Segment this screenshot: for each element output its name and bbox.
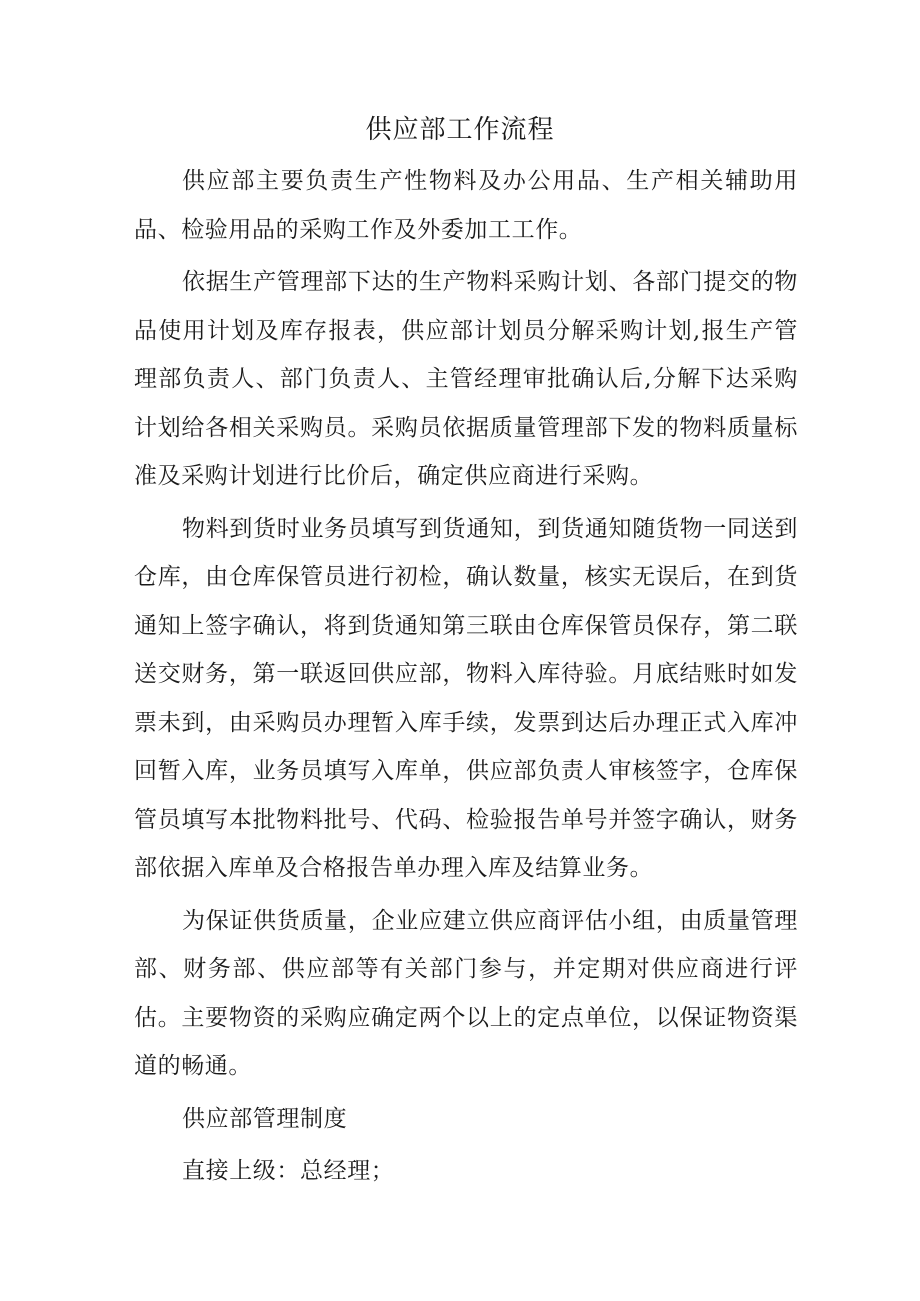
section-heading: 供应部管理制度 <box>182 1105 348 1132</box>
supervisor-line: 直接上级：总经理； <box>182 1158 395 1184</box>
document-body <box>134 157 798 1196</box>
paragraph-scope: 供应部主要负责生产性物料及办公用品、生产相关辅助用品、检验用品的采购工作及外委加工工作。 <box>134 168 798 243</box>
document-title: 供应部工作流程 <box>365 115 555 145</box>
paragraph-supplier-evaluation: 为保证供货质量，企业应建立供应商评估小组，由质量管理部、财务部、供应部等有关部门参与，并定期对供应商进行评估。主要物资的采购应确定两个以上的定点单位，以保证物资渠道的畅通。 <box>134 907 798 1079</box>
paragraph-receiving: 物料到货时业务员填写到货通知，到货通知随货物一同送到仓库，由仓库保管员进行初检，确认数量，核实无误后，在到货通知上签字确认，将到货通知第三联由仓库保管员保存，第二联送交财务，第一联返回供应部，物料入库待验。月底结账时如发票未到，由采购员办理暂入库手续，发票到达后办理正式入库冲回暂入库，业务员填写入库单，供应部负责人审核签字，仓库保管员填写本批物料批号、代码、检验报告单号并签字确认，财务部依据入库单及合格报告单办理入库及结算业务。 <box>134 515 798 881</box>
paragraph-purchase-plan: 依据生产管理部下达的生产物料采购计划、各部门提交的物品使用计划及库存报表，供应部计划员分解采购计划,报生产管理部负责人、部门负责人、主管经理审批确认后,分解下达采购计划给各相关采购员。采购员依据质量管理部下发的物料质量标准及采购计划进行比价后，确定供应商进行采购。 <box>134 269 798 489</box>
